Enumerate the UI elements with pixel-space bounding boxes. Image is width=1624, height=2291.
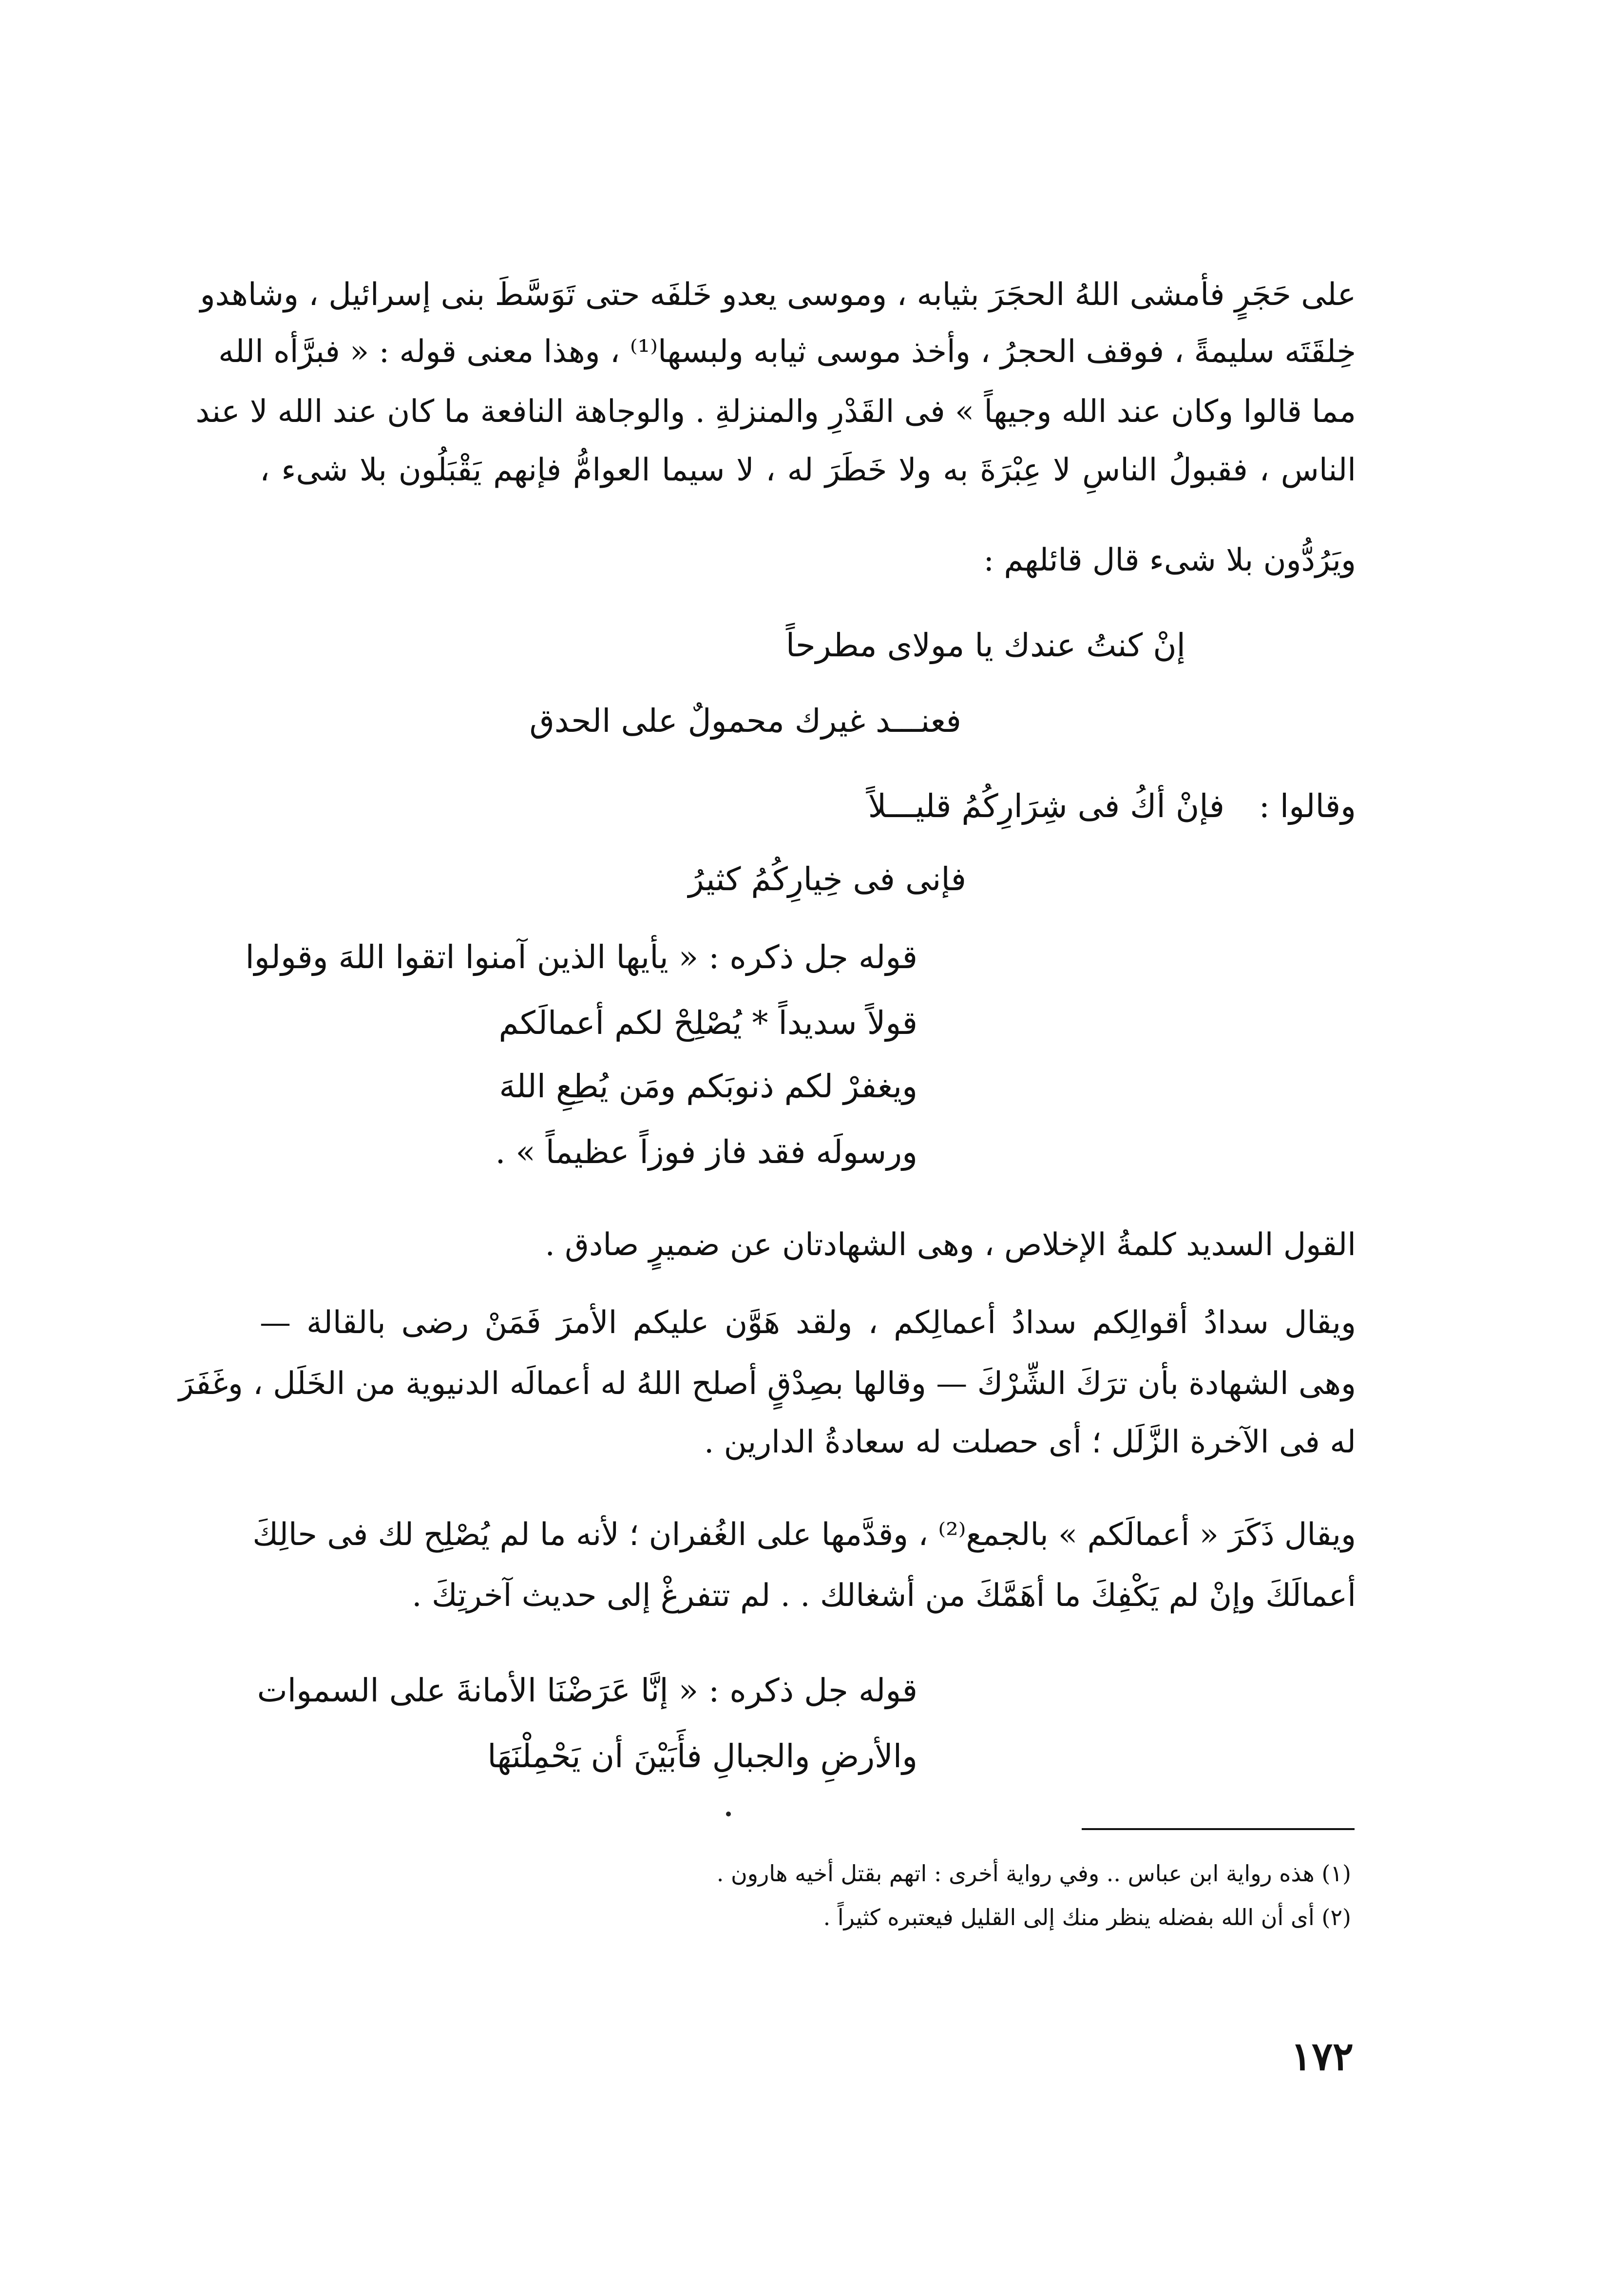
- scan-speck: [726, 1812, 731, 1816]
- verse-line: فعنـــد غيرك محمولٌ على الحدق: [529, 702, 961, 740]
- footnote: (٢) أى أن الله بفضله ينظر منك إلى القليل فيعتبره كثيراً .: [823, 1904, 1351, 1930]
- verse-line: فإنْ أكُ فى شِرَارِكُمُ قليـــلاً: [868, 787, 1224, 825]
- footnote: (١) هذه رواية ابن عباس .. وفي رواية أخرى : اتهم بقتل أخيه هارون .: [716, 1860, 1351, 1887]
- page-number: ١٧٢: [1291, 2033, 1354, 2079]
- paragraph-line: على حَجَرٍ فأمشى اللهُ الحجَرَ بثيابه ، وموسى يعدو خَلفَه حتى تَوَسَّطَ بنى إسرائيل ، وشاهدو: [200, 277, 1356, 313]
- quran-verse-line: قوله جل ذكره : « إنَّا عَرَضْنَا الأمانةَ على السموات: [257, 1672, 917, 1709]
- quran-verse-line: ويغفرْ لكم ذنوبَكم ومَن يُطِعِ اللهَ: [499, 1068, 917, 1105]
- paragraph-line: ويقال سدادُ أقوالِكم سدادُ أعمالِكم ، ولقد هَوَّن عليكم الأمرَ فَمَنْ رضى بالقالة —: [260, 1305, 1356, 1341]
- verse-line: إنْ كنتُ عندك يا مولاى مطرحاً: [785, 627, 1185, 664]
- paragraph-line: مما قالوا وكان عند الله وجيهاً » فى القَدْرِ والمنزلةِ . والوجاهة النافعة ما كان عند الله لا عند: [195, 394, 1356, 430]
- quran-verse-line: قولاً سديداً * يُصْلِحْ لكم أعمالَكم: [498, 1004, 917, 1042]
- verse-line: فإنى فى خِيارِكُمُ كثيرُ: [688, 860, 966, 898]
- paragraph-line: ويقال ذَكَرَ « أعمالَكم » بالجمع⁽²⁾ ، وقدَّمها على الغُفران ؛ لأنه ما لم يُصْلِح لك فى حالِكَ: [252, 1517, 1356, 1553]
- paragraph-line: الناس ، فقبولُ الناسِ لا عِبْرَةَ به ولا خَطَرَ له ، لا سيما العوامُّ فإنهم يَقْبَلُون بلا شىء ،: [260, 452, 1356, 488]
- paragraph-line: ويَرُدُّون بلا شىء قال قائلهم :: [983, 542, 1356, 578]
- verse-intro: وقالوا :: [1259, 787, 1356, 825]
- paragraph-line: القول السديد كلمةُ الإخلاص ، وهى الشهادتان عن ضميرٍ صادق .: [545, 1227, 1356, 1263]
- paragraph-line: وهى الشهادة بأن ترَكَ الشِّرْكَ — وقالها بصِدْقٍ أصلح اللهُ له أعمالَه الدنيوية من الخَلَل ، وغَفَرَ: [178, 1366, 1356, 1402]
- quran-verse-line: والأرضِ والجبالِ فأَبَيْنَ أن يَحْمِلْنَهَا: [487, 1737, 917, 1775]
- paragraph-line: خِلقَتَه سليمةً ، فوقف الحجرُ ، وأخذ موسى ثيابه ولبسها⁽¹⁾ ، وهذا معنى قوله : « فبرَّأه الله: [218, 334, 1356, 370]
- footnote-separator: [1082, 1828, 1355, 1830]
- paragraph-line: له فى الآخرة الزَّلَل ؛ أى حصلت له سعادةُ الدارين .: [704, 1424, 1356, 1460]
- paragraph-line: أعمالَكَ وإنْ لم يَكْفِكَ ما أهَمَّكَ من أشغالك . . لم تتفرغْ إلى حديث آخرتِكَ .: [412, 1578, 1356, 1614]
- quran-verse-line: قوله جل ذكره : « يأيها الذين آمنوا اتقوا اللهَ وقولوا: [245, 938, 917, 976]
- quran-verse-line: ورسولَه فقد فاز فوزاً عظيماً » .: [495, 1133, 917, 1171]
